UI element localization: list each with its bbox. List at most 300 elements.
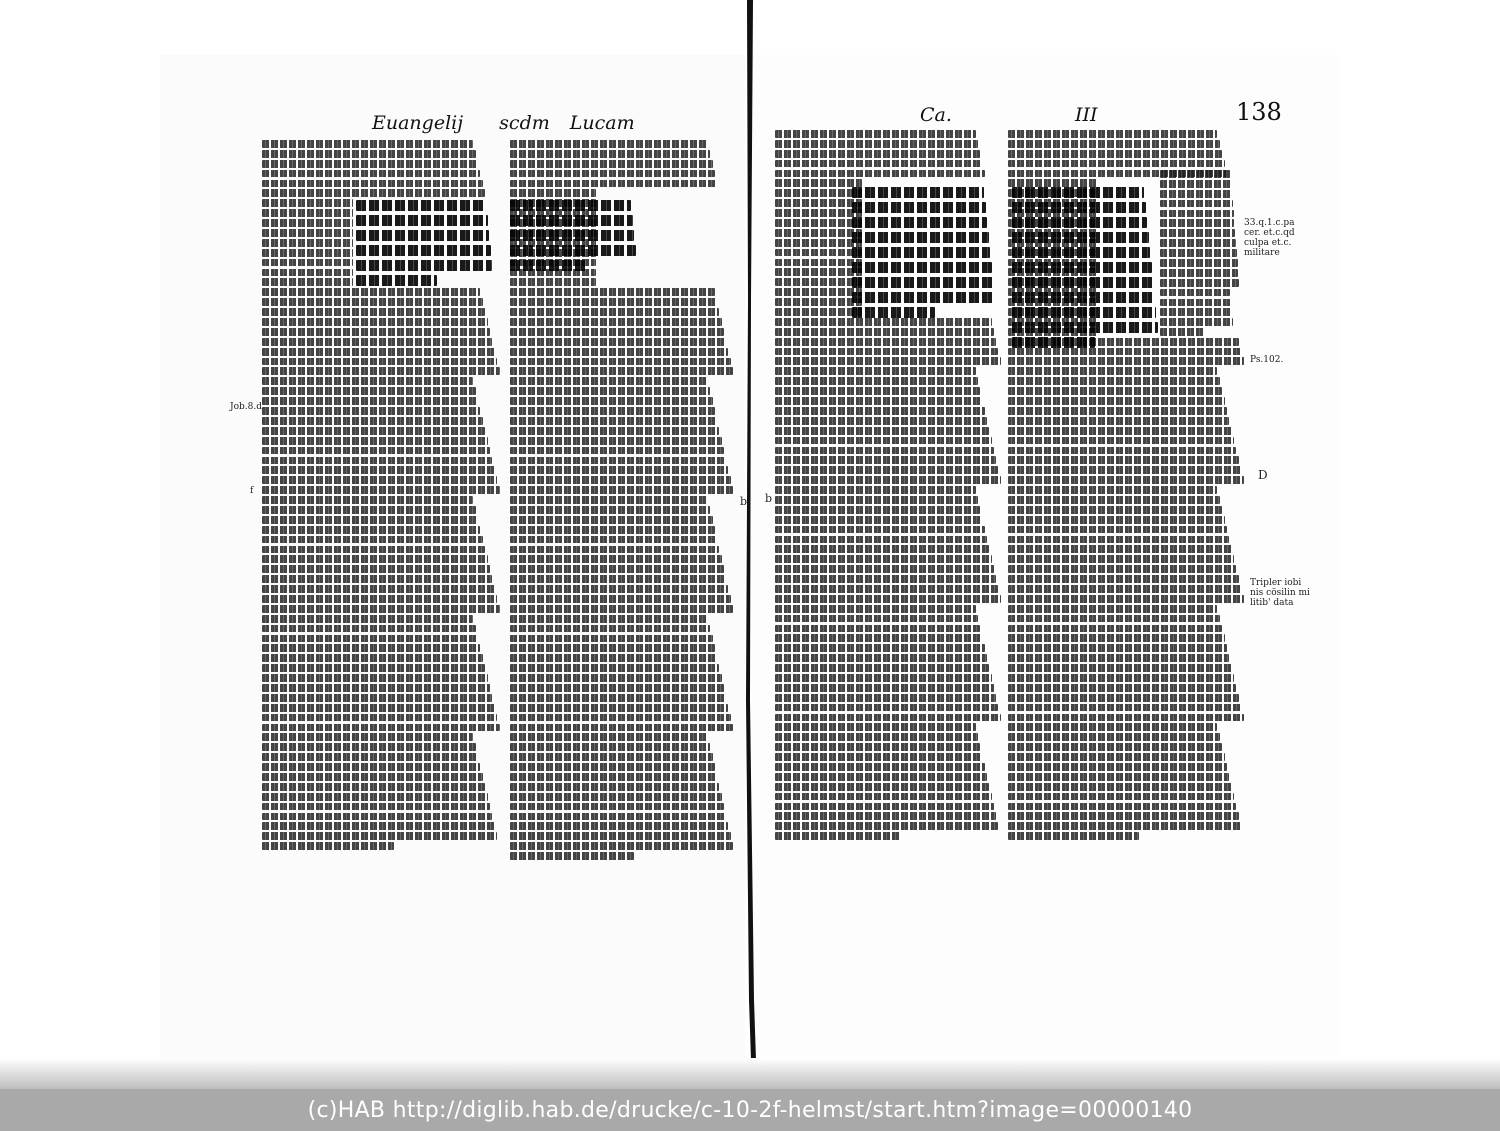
text-line <box>510 170 715 178</box>
text-line <box>1008 575 1239 583</box>
text-line <box>775 664 989 672</box>
text-line <box>510 318 722 326</box>
text-line <box>775 199 862 207</box>
text-line <box>775 308 862 316</box>
text-line <box>775 377 978 385</box>
text-line <box>510 447 724 455</box>
text-line <box>510 437 722 445</box>
text-line <box>262 308 485 316</box>
margin-note-canon-1: 33.q.1.c.pa <box>1244 218 1295 228</box>
text-line <box>775 723 976 731</box>
text-line <box>775 644 985 652</box>
text-line <box>262 367 500 375</box>
text-line <box>1012 202 1146 213</box>
text-line <box>262 822 495 830</box>
text-line <box>1008 140 1220 148</box>
text-line <box>262 259 353 267</box>
text-line <box>510 773 717 781</box>
scan-bottom-edge <box>0 1058 1500 1089</box>
text-line <box>510 245 636 256</box>
text-line <box>510 813 726 821</box>
text-line <box>1008 773 1229 781</box>
section-marker-b: b <box>765 492 773 505</box>
text-line <box>1160 190 1232 198</box>
text-line <box>775 387 980 395</box>
text-line <box>1160 219 1234 227</box>
credit-text: (c)HAB http://diglib.hab.de/drucke/c-10-2f-helmst/start.htm?image=00000140 <box>307 1097 1193 1123</box>
text-line <box>262 506 476 514</box>
text-line <box>1008 367 1217 375</box>
text-line <box>510 200 631 211</box>
text-line <box>510 803 724 811</box>
text-line <box>1008 447 1236 455</box>
text-line <box>775 160 982 168</box>
margin-note-ps: Ps.102. <box>1250 355 1284 365</box>
text-line <box>775 259 862 267</box>
text-line <box>510 546 719 554</box>
text-line <box>775 634 982 642</box>
left-main-text-block-2 <box>510 200 648 282</box>
text-line <box>356 230 489 241</box>
text-line <box>775 417 987 425</box>
text-line <box>262 427 485 435</box>
text-line <box>510 260 586 271</box>
text-line <box>262 684 490 692</box>
text-line <box>775 278 862 286</box>
text-line <box>510 615 708 623</box>
text-line <box>1008 150 1222 158</box>
credit-bar <box>0 1089 1500 1131</box>
text-line <box>775 575 996 583</box>
text-line <box>510 516 713 524</box>
text-line <box>1160 289 1230 297</box>
text-line <box>510 427 719 435</box>
text-line <box>1008 595 1244 603</box>
text-line <box>262 714 497 722</box>
text-line <box>510 674 722 682</box>
text-line <box>775 486 976 494</box>
text-line <box>356 245 491 256</box>
text-line <box>262 328 490 336</box>
text-line <box>262 348 495 356</box>
text-line <box>1008 763 1227 771</box>
text-line <box>510 140 708 148</box>
text-line <box>262 644 480 652</box>
text-line <box>775 140 978 148</box>
text-line <box>775 150 980 158</box>
text-line <box>1008 733 1220 741</box>
text-line <box>1012 247 1150 258</box>
text-line <box>510 585 728 593</box>
text-line <box>1008 565 1236 573</box>
text-line <box>262 249 353 257</box>
text-line <box>775 130 976 138</box>
text-line <box>1008 812 1239 820</box>
running-head-word-3: Lucam <box>569 112 635 134</box>
text-line <box>1008 664 1232 672</box>
text-line <box>510 575 726 583</box>
text-line <box>262 437 488 445</box>
text-line <box>510 565 724 573</box>
text-line <box>262 773 483 781</box>
text-line <box>775 763 985 771</box>
text-line <box>356 200 486 211</box>
text-line <box>775 298 862 306</box>
margin-note-tripler-3: litib' data <box>1250 598 1294 608</box>
chapter-number: III <box>1075 104 1098 126</box>
text-line <box>1008 526 1227 534</box>
text-line <box>356 215 488 226</box>
text-line <box>1008 605 1217 613</box>
text-line <box>262 615 473 623</box>
text-line <box>356 260 492 271</box>
text-line <box>1008 496 1220 504</box>
text-line <box>262 664 485 672</box>
text-line <box>510 230 634 241</box>
text-line <box>1012 292 1155 303</box>
text-line <box>510 506 710 514</box>
text-line <box>1008 160 1225 168</box>
text-line <box>852 292 995 303</box>
left-running-head <box>372 112 635 134</box>
text-line <box>1008 466 1241 474</box>
text-line <box>262 546 485 554</box>
text-line <box>262 496 473 504</box>
text-line <box>775 773 987 781</box>
text-line <box>262 793 488 801</box>
text-line <box>262 199 353 207</box>
margin-note-job: Job.8.d <box>230 402 262 412</box>
text-line <box>775 268 862 276</box>
text-line <box>510 367 733 375</box>
text-line <box>510 466 728 474</box>
text-line <box>1160 318 1233 326</box>
text-line <box>775 555 992 563</box>
text-line <box>510 298 717 306</box>
text-line <box>775 783 989 791</box>
text-line <box>1008 644 1227 652</box>
text-line <box>775 674 992 682</box>
text-line <box>1008 625 1222 633</box>
text-line <box>775 476 1001 484</box>
text-line <box>1160 239 1236 247</box>
text-line <box>775 179 862 187</box>
text-line <box>262 516 478 524</box>
text-line <box>1008 486 1217 494</box>
text-line <box>510 704 728 712</box>
text-line <box>852 277 993 288</box>
left-main-text-block-1 <box>356 200 504 300</box>
text-line <box>1008 684 1236 692</box>
text-line <box>852 187 984 198</box>
text-line <box>510 338 726 346</box>
right-side-gloss <box>1160 170 1240 340</box>
text-line <box>510 644 715 652</box>
text-line <box>262 189 485 197</box>
text-line <box>510 654 717 662</box>
text-line <box>262 417 483 425</box>
text-line <box>775 288 862 296</box>
text-line <box>775 516 982 524</box>
text-line <box>262 635 478 643</box>
text-line <box>775 565 994 573</box>
text-line <box>510 397 713 405</box>
text-line <box>510 288 715 296</box>
margin-note-d: D <box>1258 468 1268 482</box>
text-line <box>1008 407 1227 415</box>
text-line <box>775 209 862 217</box>
text-line <box>510 555 722 563</box>
text-line <box>1008 832 1139 840</box>
text-line <box>775 743 980 751</box>
text-line <box>775 793 992 801</box>
text-line <box>1012 277 1153 288</box>
text-line <box>1008 555 1234 563</box>
text-line <box>775 625 980 633</box>
text-line <box>1008 585 1241 593</box>
text-line <box>262 575 492 583</box>
text-line <box>852 262 992 273</box>
text-line <box>1008 377 1220 385</box>
text-line <box>262 536 483 544</box>
text-line <box>510 832 731 840</box>
text-line <box>1012 187 1144 198</box>
text-line <box>510 486 733 494</box>
text-line <box>1008 793 1234 801</box>
text-line <box>1008 417 1229 425</box>
margin-note-canon-2: cer. et.c.qd <box>1244 228 1295 238</box>
text-line <box>775 219 862 227</box>
text-line <box>510 635 713 643</box>
text-line <box>775 437 992 445</box>
text-line <box>1008 803 1236 811</box>
text-line <box>775 526 985 534</box>
right-main-text-block-1 <box>852 187 1002 327</box>
text-line <box>1008 743 1222 751</box>
text-line <box>1160 328 1204 336</box>
text-line <box>510 733 708 741</box>
text-line <box>775 229 862 237</box>
text-line <box>852 247 990 258</box>
text-line <box>262 338 492 346</box>
text-line <box>262 565 490 573</box>
text-line <box>1160 229 1235 237</box>
text-line <box>775 822 998 830</box>
text-line <box>1008 822 1241 830</box>
folio-number: 138 <box>1236 98 1282 126</box>
text-line <box>775 170 985 178</box>
text-line <box>262 743 476 751</box>
text-line <box>510 328 724 336</box>
text-line <box>1008 456 1239 464</box>
text-line <box>775 367 976 375</box>
text-line <box>510 724 733 732</box>
text-line <box>775 585 998 593</box>
text-line <box>510 753 713 761</box>
text-line <box>1008 714 1244 722</box>
text-line <box>1008 357 1244 365</box>
text-line <box>262 526 480 534</box>
text-line <box>1012 337 1095 348</box>
margin-note-canon-4: militare <box>1244 248 1280 258</box>
text-line <box>1008 397 1225 405</box>
text-line <box>775 427 989 435</box>
text-line <box>262 595 497 603</box>
text-line <box>1160 279 1239 287</box>
text-line <box>1160 170 1230 178</box>
text-line <box>1012 322 1158 333</box>
text-line <box>510 664 719 672</box>
text-line <box>852 232 989 243</box>
text-line <box>775 694 996 702</box>
text-line <box>262 358 497 366</box>
text-line <box>510 417 717 425</box>
text-line <box>1008 723 1217 731</box>
text-line <box>775 536 987 544</box>
text-line <box>775 239 862 247</box>
text-line <box>775 615 978 623</box>
text-line <box>1160 210 1234 218</box>
text-line <box>510 822 728 830</box>
text-line <box>262 318 488 326</box>
text-line <box>775 466 998 474</box>
text-line <box>356 275 437 286</box>
gloss-marker-b: b <box>740 495 748 508</box>
text-line <box>775 595 1001 603</box>
text-line <box>262 150 476 158</box>
text-line <box>775 249 862 257</box>
text-line <box>262 585 495 593</box>
margin-note-tripler-1: Tripler iobi <box>1250 578 1302 588</box>
text-line <box>262 269 353 277</box>
running-head-word-1: Euangelij <box>372 112 464 134</box>
text-line <box>262 674 488 682</box>
text-line <box>775 189 862 197</box>
text-line <box>1008 387 1222 395</box>
text-line <box>262 694 492 702</box>
text-line <box>775 456 996 464</box>
text-line <box>1008 674 1234 682</box>
text-line <box>510 180 717 188</box>
text-line <box>510 842 733 850</box>
text-line <box>510 496 708 504</box>
text-line <box>1008 506 1222 514</box>
text-line <box>1012 262 1152 273</box>
text-line <box>852 202 986 213</box>
text-line <box>775 733 978 741</box>
text-line <box>262 476 497 484</box>
text-line <box>775 348 998 356</box>
text-line <box>262 704 495 712</box>
text-line <box>262 180 483 188</box>
text-line <box>1012 217 1147 228</box>
text-line <box>510 536 717 544</box>
text-line <box>775 803 994 811</box>
text-line <box>262 140 473 148</box>
text-line <box>1160 308 1232 316</box>
text-line <box>775 654 987 662</box>
margin-note-tripler-2: nis cösilin mi <box>1250 588 1310 598</box>
text-line <box>262 407 480 415</box>
text-line <box>262 555 488 563</box>
text-line <box>775 357 1001 365</box>
text-line <box>262 170 480 178</box>
text-line <box>510 595 731 603</box>
text-line <box>775 545 989 553</box>
text-line <box>262 219 353 227</box>
text-line <box>1160 180 1231 188</box>
text-line <box>262 387 476 395</box>
text-line <box>775 506 980 514</box>
text-line <box>1008 654 1229 662</box>
text-line <box>1008 427 1232 435</box>
text-line <box>775 328 994 336</box>
text-line <box>775 714 1001 722</box>
text-line <box>262 447 490 455</box>
text-line <box>262 724 500 732</box>
text-line <box>262 842 394 850</box>
text-line <box>510 714 731 722</box>
text-line <box>1008 476 1244 484</box>
text-line <box>262 605 500 613</box>
text-line <box>262 466 495 474</box>
text-line <box>1008 694 1239 702</box>
text-line <box>775 496 978 504</box>
text-line <box>775 447 994 455</box>
text-line <box>1160 299 1231 307</box>
text-line <box>262 457 492 465</box>
text-line <box>1008 536 1229 544</box>
text-line <box>510 457 726 465</box>
text-line <box>262 803 490 811</box>
text-line <box>510 348 728 356</box>
text-line <box>262 209 353 217</box>
text-line <box>262 763 480 771</box>
text-line <box>775 812 996 820</box>
text-line <box>1008 130 1217 138</box>
text-line <box>775 338 996 346</box>
text-line <box>1008 634 1225 642</box>
right-running-head <box>920 98 1282 126</box>
text-line <box>262 397 478 405</box>
text-line <box>262 625 476 633</box>
text-line <box>510 358 731 366</box>
text-line <box>510 605 733 613</box>
text-line <box>510 150 710 158</box>
text-line <box>262 229 353 237</box>
running-head-word-2: scdm <box>499 112 550 134</box>
text-line <box>510 476 731 484</box>
text-line <box>510 387 710 395</box>
right-main-text-block-2 <box>1012 187 1162 357</box>
text-line <box>510 793 722 801</box>
text-line <box>1160 269 1238 277</box>
text-line <box>510 625 710 633</box>
text-line <box>1012 232 1149 243</box>
text-line <box>262 377 473 385</box>
text-line <box>510 783 719 791</box>
text-line <box>262 160 478 168</box>
text-line <box>510 407 715 415</box>
text-line <box>262 239 353 247</box>
text-line <box>1008 545 1232 553</box>
text-line <box>510 526 715 534</box>
text-line <box>262 486 500 494</box>
text-line <box>1012 307 1156 318</box>
chapter-label: Ca. <box>920 104 952 126</box>
text-line <box>510 215 633 226</box>
text-line <box>775 704 998 712</box>
